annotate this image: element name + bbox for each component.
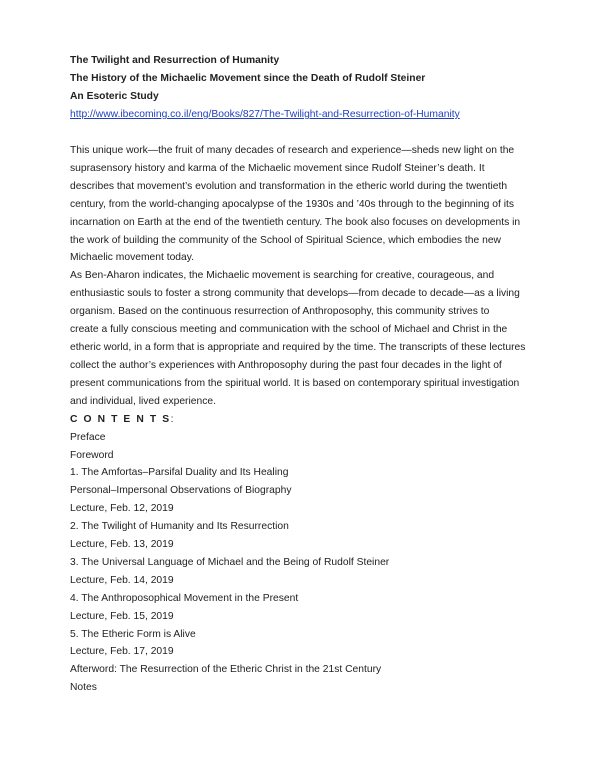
contents-item: Lecture, Feb. 13, 2019: [70, 539, 174, 551]
contents-list: [70, 429, 540, 698]
paragraph-line: As Ben-Aharon indicates, the Michaelic movement is searching for creative, courageous, and: [70, 270, 495, 282]
description-paragraph-2: [70, 267, 540, 410]
paragraph-line: describes that movement’s evolution and transformation in the etheric world during the twentieth: [70, 180, 508, 192]
contents-item: 3. The Universal Language of Michael and the Being of Rudolf Steiner: [70, 556, 390, 568]
contents-item: Preface: [70, 431, 106, 443]
contents-item: 4. The Anthroposophical Movement in the Present: [70, 592, 299, 604]
paragraph-line: incarnation on Earth at the end of the twentieth century. The book also focuses on developments in: [70, 216, 521, 228]
paragraph-line: collect the author’s experiences with Anthroposophy during the past four decades in the light of: [70, 359, 502, 371]
book-subtitle: The History of the Michaelic Movement since the Death of Rudolf Steiner: [70, 73, 426, 84]
book-url-link[interactable]: http://www.ibecoming.co.il/eng/Books/827/The-Twilight-and-Resurrection-of-Humanity: [70, 109, 460, 120]
contents-item: Notes: [70, 682, 97, 694]
contents-item: Lecture, Feb. 15, 2019: [70, 610, 174, 622]
paragraph-line: etheric world, in a form that is appropriate and required by the time. The transcripts of these lectures: [70, 341, 526, 353]
spacer: [70, 124, 540, 142]
paragraph-line: present communications from the spiritual world. It is based on contemporary spiritual investigation: [70, 377, 520, 389]
contents-item: Personal–Impersonal Observations of Biography: [70, 485, 292, 497]
document-page: [70, 52, 540, 697]
book-tagline: An Esoteric Study: [70, 91, 159, 102]
contents-item: 1. The Amfortas–Parsifal Duality and Its Healing: [70, 467, 289, 479]
contents-item: Lecture, Feb. 12, 2019: [70, 503, 174, 515]
contents-label: C O N T E N T S: [70, 413, 171, 425]
contents-item: 5. The Etheric Form is Alive: [70, 628, 196, 640]
paragraph-line: the work of building the community of the School of Spiritual Science, which embodies the new: [70, 234, 501, 246]
paragraph-line: organism. Based on the continuous resurrection of Anthroposophy, this community strives to: [70, 306, 490, 318]
contents-colon: :: [170, 413, 174, 425]
book-title: The Twilight and Resurrection of Humanity: [70, 55, 280, 66]
paragraph-line: century, from the world-changing apocalypse of the 1930s and ’40s through to the beginning of its: [70, 198, 515, 210]
paragraph-line: and individual, lived experience.: [70, 395, 216, 407]
contents-item: Lecture, Feb. 17, 2019: [70, 646, 174, 658]
paragraph-line: suprasensory history and karma of the Michaelic movement since Rudolf Steiner’s death. It: [70, 162, 485, 174]
paragraph-line: Michaelic movement today.: [70, 252, 194, 264]
contents-item: Lecture, Feb. 14, 2019: [70, 574, 174, 586]
contents-heading: [70, 411, 540, 429]
paragraph-line: create a fully conscious meeting and communication with the school of Michael and Christ in the: [70, 324, 508, 336]
contents-item: Afterword: The Resurrection of the Etheric Christ in the 21st Century: [70, 664, 382, 676]
contents-item: Foreword: [70, 449, 114, 461]
contents-item: 2. The Twilight of Humanity and Its Resurrection: [70, 521, 289, 533]
paragraph-line: This unique work—the fruit of many decades of research and experience—sheds new light on the: [70, 145, 515, 156]
paragraph-line: enthusiastic souls to foster a strong community that develops—from decade to decade—as a living: [70, 288, 520, 300]
description-paragraph-1: [70, 142, 540, 267]
